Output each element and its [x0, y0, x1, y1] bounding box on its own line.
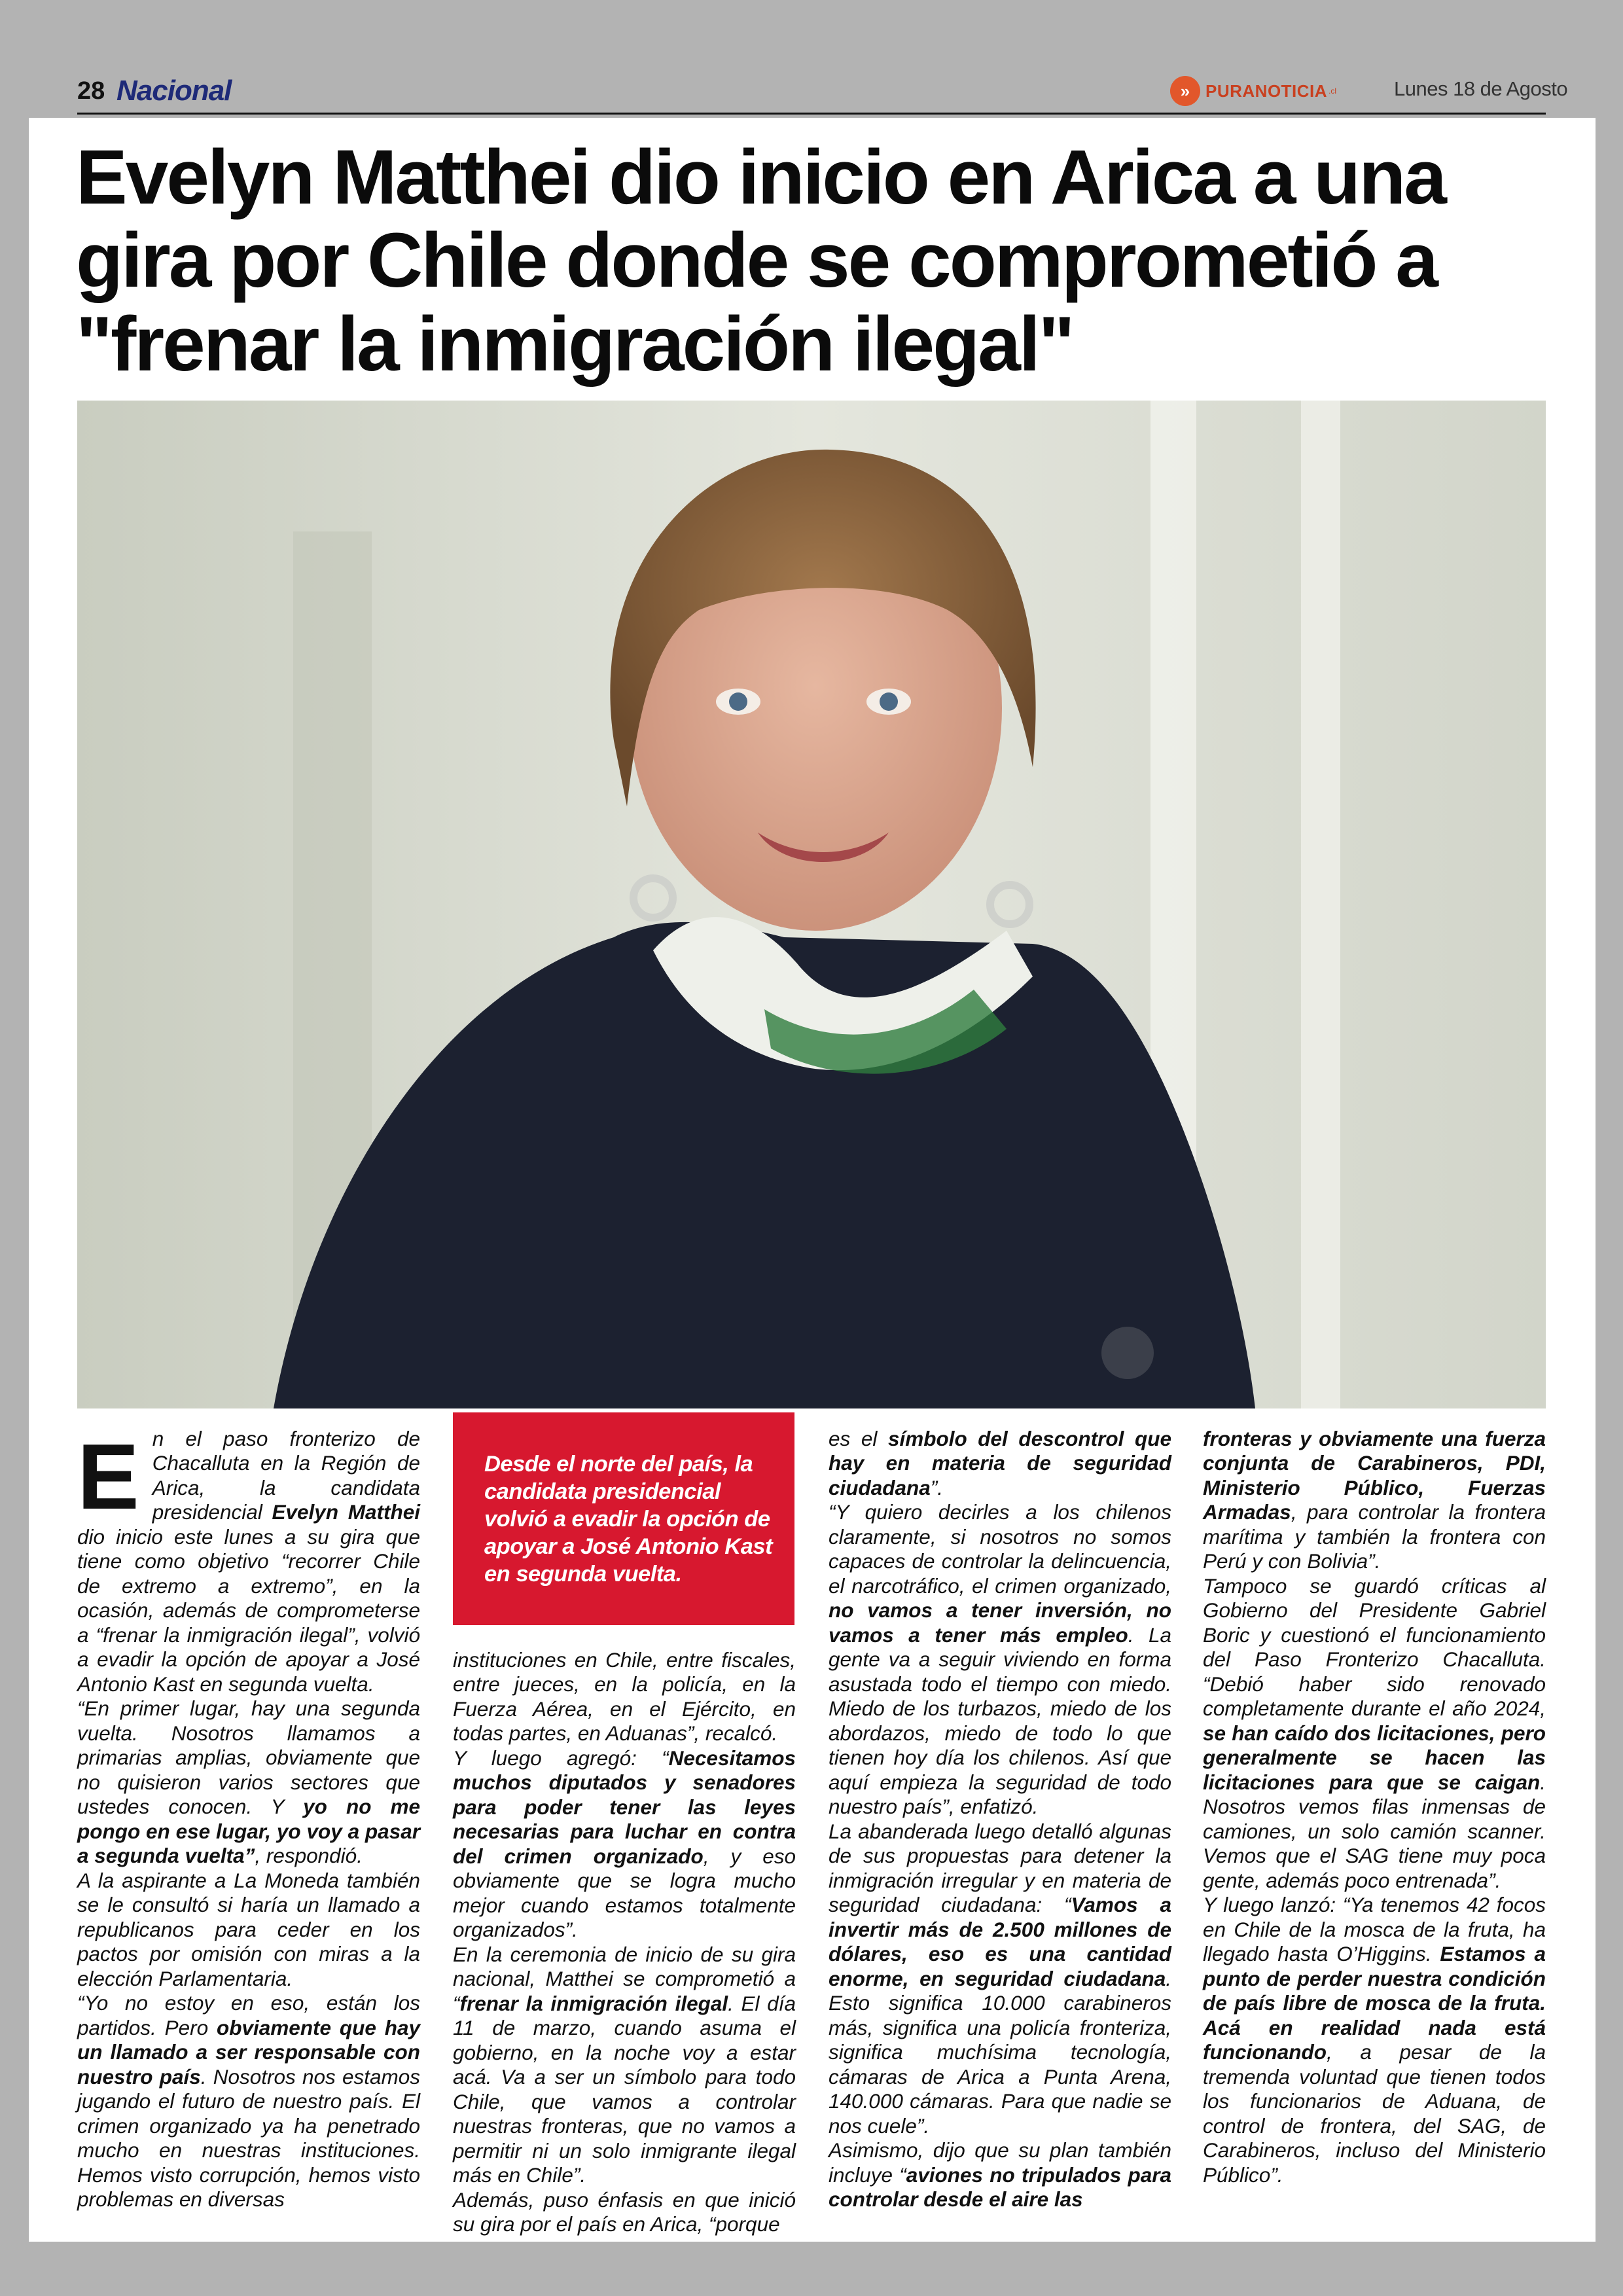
body-text: Y luego lanzó: “Ya tenemos 42 focos en Chile de la mosca de la fruta, ha llegado hasta O’Higgins. [1203, 1893, 1546, 1966]
emphasis-text: fronteras y obviamente una fuerza conjunta de Carabineros, PDI, Ministerio Público, Fuerzas Armadas [1203, 1427, 1546, 1524]
article-paragraph [1203, 1574, 1546, 1893]
article-paragraph [453, 1746, 796, 1943]
page-header [0, 0, 1623, 118]
body-text: . Nosotros nos estamos jugando el futuro de nuestro país. El crimen organizado ya ha penetrado mucho en nuestras instituciones. Hemos visto corrupción, hemos visto problemas en diversas [77, 2064, 420, 2212]
body-text: . Nosotros vemos filas inmensas de camiones, un solo camión scanner. Vemos que el SAG tiene muy poca gente, además poco entrenada”. [1203, 1770, 1546, 1892]
column-1-body [77, 1427, 420, 2212]
body-text: Tampoco se guardó críticas al Gobierno del Presidente Gabriel Boric y cuestionó el funcionamiento del Paso Fronterizo Chacalluta. “Debió haber sido renovado completamente durante el año 2024, [1203, 1573, 1546, 1721]
article-paragraph [77, 1991, 420, 2212]
emphasis-text: se han caído dos licitaciones, pero generalmente se hacen las licitaciones para que se caigan [1203, 1721, 1546, 1794]
issue-date: Lunes 18 de Agosto [1394, 77, 1568, 100]
portrait-photo-icon [77, 401, 1546, 1408]
article-photo [77, 401, 1546, 1408]
pull-quote: Desde el norte del país, la candidata presidencial volvió a evadir la opción de apoyar a José Antonio Kast en segunda vuelta. [484, 1452, 773, 1587]
article-column-3 [829, 1427, 1171, 2212]
article-column-2 [453, 1648, 796, 2237]
column-4-body [1203, 1427, 1546, 2187]
brand-name: PURANOTICIA [1205, 81, 1328, 101]
header-rule [77, 113, 1546, 115]
article-paragraph [77, 1696, 420, 1868]
emphasis-text: no vamos a tener inversión, no vamos a tener más empleo [829, 1598, 1171, 1647]
body-text: , respondió. [255, 1844, 363, 1868]
article-paragraph [829, 2138, 1171, 2212]
body-text: La abanderada luego detalló algunas de sus propuestas para detener la inmigración irregular y en materia de seguridad ciudadana: “ [829, 1819, 1171, 1917]
body-text: instituciones en Chile, entre fiscales, entre jueces, en la policía, en la Fuerza Aérea, en el Ejército, en todas partes, en Aduanas”, recalcó. [453, 1648, 796, 1746]
body-text: dio inicio este lunes a su gira que tiene como objetivo “recorrer Chile de extremo a extremo”, en la ocasión, además de comprometerse a “frenar la inmigración ilegal”, volvió a evadir la opción de apoyar a José Antonio Kast en segunda vuelta. [77, 1524, 420, 1696]
body-text: es el [829, 1427, 888, 1450]
emphasis-text: símbolo del descontrol que hay en materia de seguridad ciudadana [829, 1427, 1171, 1499]
article-paragraph [77, 1869, 420, 1991]
body-text: ”. [930, 1475, 944, 1499]
body-text: “En primer lugar, hay una segunda vuelta. Nosotros llamamos a primarias amplias, obviamente que no quisieron varios sectores que ustedes conocen. Y [77, 1696, 420, 1819]
body-text: . Esto significa 10.000 carabineros más, significa una policía fronteriza, significa muchísima tecnología, cámaras de Arica a Punta Arena, 140.000 cámaras. Para que nadie se nos cuele”. [829, 1966, 1171, 2138]
article-paragraph [453, 1943, 796, 2188]
article-paragraph [453, 1648, 796, 1746]
article-paragraph [453, 2188, 796, 2237]
article-headline: Evelyn Matthei dio inicio en Arica a una gira por Chile donde se comprometió a "frenar la inmigración ilegal" [76, 134, 1445, 387]
page-number: 28 [77, 77, 105, 105]
body-text: A la aspirante a La Moneda también se le consultó si haría un llamado a republicanos para ceder en los pactos por omisión con miras a la elección Parlamentaria. [77, 1868, 420, 1990]
brand-suffix: .cl [1329, 86, 1337, 96]
article-paragraph [1203, 1427, 1546, 1574]
emphasis-text: obviamente que hay un llamado a ser responsable con nuestro país [77, 2015, 420, 2089]
article-paragraph [829, 1820, 1171, 2138]
emphasis-text: aviones no tripulados para controlar desde el aire las [829, 2162, 1172, 2212]
article-paragraph [1203, 1893, 1546, 2187]
emphasis-text: yo no me pongo en ese lugar, yo voy a pasar a segunda vuelta” [77, 1795, 420, 1868]
section-label: Nacional [116, 75, 232, 107]
brand-logo[interactable] [1170, 75, 1336, 107]
body-text: , y eso obviamente que se logra mucho mejor cuando estamos totalmente organizados”. [453, 1844, 796, 1942]
chevron-right-icon: » [1170, 76, 1200, 106]
pull-quote-box [453, 1412, 794, 1625]
emphasis-text: Necesitamos muchos diputados y senadores para poder tener las leyes necesarias para luchar en contra del crimen organizado [453, 1746, 796, 1868]
body-text: “Yo no estoy en eso, están los partidos. Pero [77, 1991, 420, 2039]
article-paragraph [829, 1427, 1171, 1500]
body-text: “Y quiero decirles a los chilenos claramente, si nosotros no somos capaces de controlar la delincuencia, el narcotráfico, el crimen organizado, [829, 1500, 1171, 1598]
column-2-body [453, 1648, 796, 2237]
body-text: Además, puso énfasis en que inició su gira por el país en Arica, “porque [453, 2187, 796, 2236]
emphasis-text: Estamos a punto de perder nuestra condición de país libre de mosca de la fruta. Acá en realidad nada está funcionando [1203, 1942, 1546, 2064]
emphasis-text: frenar la inmigración ilegal [459, 1991, 728, 2015]
emphasis-text: Evelyn Matthei [272, 1500, 420, 1524]
body-text: . La gente va a seguir viviendo en forma asustada todo el tiempo con miedo. Miedo de los turbazos, miedo de los abordazos, miedo de todo lo que tienen hoy día los chilenos. Así que aquí empieza la seguridad de todo nuestro país”, enfatizó. [829, 1623, 1171, 1819]
body-text: n el paso fronterizo de Chacalluta en la Región de Arica, la candidata presidencial [152, 1427, 420, 1524]
article-column-1 [77, 1427, 420, 2212]
body-text: , para controlar la frontera marítima y también la frontera con Perú y con Bolivia”. [1203, 1500, 1546, 1573]
body-text: . El día 11 de marzo, cuando asuma el gobierno, en la noche voy a estar acá. Va a ser un símbolo para todo Chile, que vamos a controlar nuestras fronteras, que no vamos a permitir ni un solo inmigrante ilegal más en Chile”. [453, 1991, 796, 2187]
column-3-body [829, 1427, 1171, 2212]
emphasis-text: Vamos a invertir más de 2.500 millones de dólares, eso es una cantidad enorme, en seguridad ciudadana [829, 1893, 1171, 1990]
drop-cap: E [77, 1425, 139, 1529]
body-text: Asimismo, dijo que su plan también incluye “ [829, 2138, 1171, 2187]
article-column-4 [1203, 1427, 1546, 2187]
body-text: Y luego agregó: “ [453, 1746, 669, 1770]
article-paragraph [829, 1500, 1171, 1819]
body-text: En la ceremonia de inicio de su gira nacional, Matthei se comprometió a “ [453, 1942, 796, 2015]
body-text: , a pesar de la tremenda voluntad que tienen todos los funcionarios de Aduana, de control de frontera, del SAG, de Carabineros, incluso del Ministerio Público”. [1203, 2040, 1546, 2187]
